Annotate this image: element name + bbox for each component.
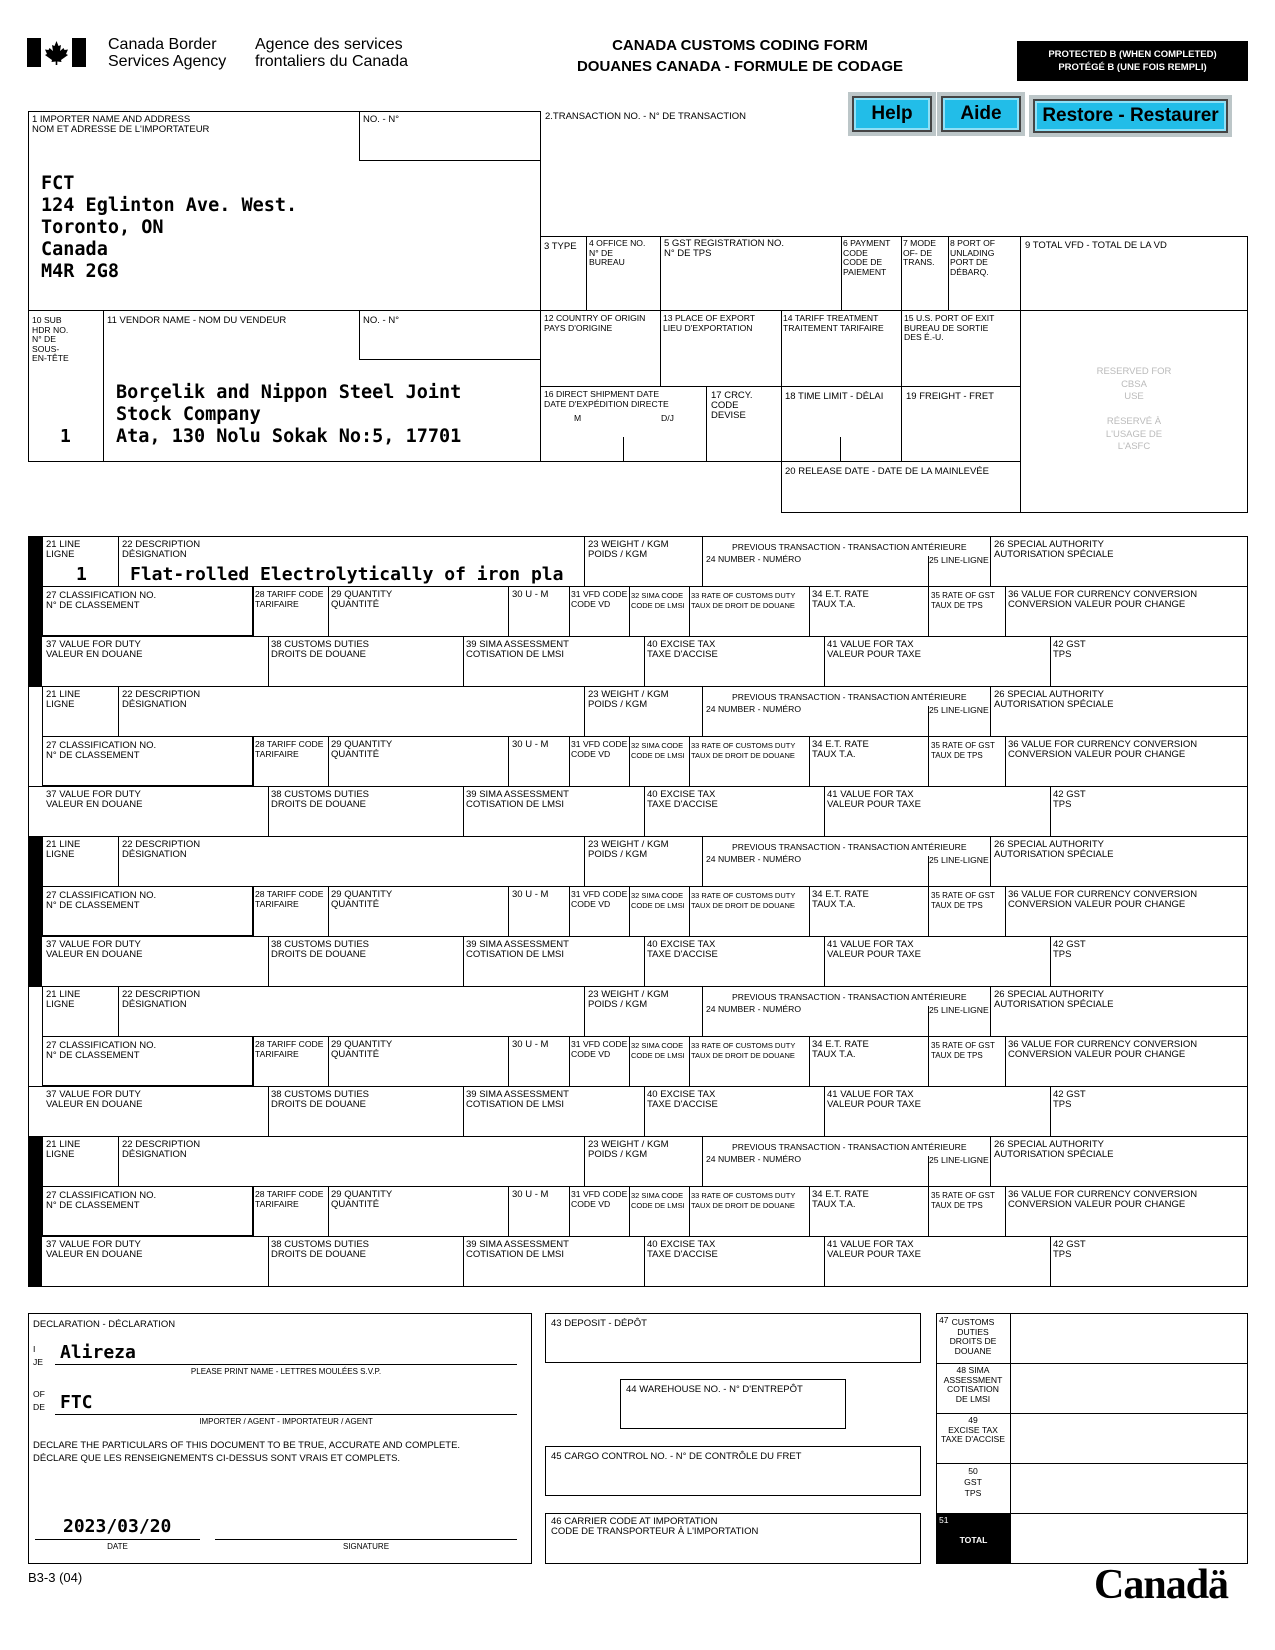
form-title-en: CANADA CUSTOMS CODING FORM bbox=[612, 37, 868, 54]
value-for-tax-label: 41 VALUE FOR TAX VALEUR POUR TAXE bbox=[827, 639, 921, 660]
vfd-code-label: 31 VFD CODE CODE VD bbox=[571, 589, 628, 609]
sima-assessment-label: 39 SIMA ASSESSMENT COTISATION DE LMSI bbox=[466, 1239, 569, 1260]
carrier-code-label: 46 CARRIER CODE AT IMPORTATION CODE DE TRANSPORTEUR À L'IMPORTATION bbox=[551, 1516, 759, 1537]
um-label: 30 U - M bbox=[512, 1039, 549, 1050]
excise-tax-label: 40 EXCISE TAX TAXE D'ACCISE bbox=[647, 939, 718, 960]
agency-name-fr: Agence des services frontaliers du Canada bbox=[255, 36, 408, 70]
value-for-duty-label: 37 VALUE FOR DUTY VALEUR EN DOUANE bbox=[46, 1239, 143, 1260]
previous-transaction-label: PREVIOUS TRANSACTION - TRANSACTION ANTÉRIEURE bbox=[732, 992, 967, 1002]
importer-label: 1 IMPORTER NAME AND ADDRESS NOM ET ADRESSE DE L'IMPORTATEUR bbox=[32, 114, 210, 135]
importer-no-label: NO. - N° bbox=[363, 114, 399, 125]
quantity-label: 29 QUANTITY QUANTITÉ bbox=[331, 1189, 393, 1210]
gst-rate-label: 35 RATE OF GST TAUX DE TPS bbox=[931, 1191, 995, 1210]
classification-label: 27 CLASSIFICATION NO. N° DE CLASSEMENT bbox=[46, 740, 157, 761]
special-authority-label: 26 SPECIAL AUTHORITY AUTORISATION SPÉCIALE bbox=[994, 839, 1114, 860]
weight-label: 23 WEIGHT / KGM POIDS / KGM bbox=[588, 689, 669, 710]
description-field[interactable]: Flat-rolled Electrolytically of iron pla bbox=[130, 564, 564, 585]
description-label: 22 DESCRIPTION DÉSIGNATION bbox=[122, 839, 201, 860]
release-date-label: 20 RELEASE DATE - DATE DE LA MAINLEVÉE bbox=[785, 466, 989, 477]
line-label: 21 LINE LIGNE bbox=[46, 539, 81, 560]
vfd-code-label: 31 VFD CODE CODE VD bbox=[571, 1189, 628, 1209]
mode-trans-label: 7 MODE OF- DE TRANS. bbox=[903, 238, 936, 267]
customs-duties-label: 38 CUSTOMS DUTIES DROITS DE DOUANE bbox=[271, 639, 370, 660]
excise-tax-label: 40 EXCISE TAX TAXE D'ACCISE bbox=[647, 1239, 718, 1260]
signature-caption: SIGNATURE bbox=[342, 1542, 390, 1551]
customs-duties-label: 38 CUSTOMS DUTIES DROITS DE DOUANE bbox=[271, 789, 370, 810]
tariff-code-label: 28 TARIFF CODE TARIFAIRE bbox=[255, 1189, 324, 1209]
sima-assessment-label: 39 SIMA ASSESSMENT COTISATION DE LMSI bbox=[466, 939, 569, 960]
importer-agent-caption: IMPORTER / AGENT - IMPORTATEUR / AGENT bbox=[199, 1417, 373, 1426]
importer-address-field[interactable]: FCT 124 Eglinton Ave. West. Toronto, ON Canada M4R 2G8 bbox=[41, 173, 298, 282]
protected-badge: PROTECTED B (WHEN COMPLETED) PROTÉGÉ B (UNE FOIS REMPLI) bbox=[1017, 41, 1248, 81]
of-de-label: OF DE bbox=[33, 1389, 45, 1412]
customs-duties-total-label: CUSTOMS DUTIES DROITS DE DOUANE bbox=[949, 1317, 997, 1356]
classification-label: 27 CLASSIFICATION NO. N° DE CLASSEMENT bbox=[46, 590, 157, 611]
prev-number-label: 24 NUMBER - NUMÉRO bbox=[706, 1004, 802, 1014]
customs-duty-rate-label: 33 RATE OF CUSTOMS DUTY TAUX DE DROIT DE DOUANE bbox=[691, 741, 796, 760]
help-button[interactable]: Help bbox=[852, 96, 932, 132]
total-number: 51 bbox=[939, 1515, 949, 1525]
value-for-tax-label: 41 VALUE FOR TAX VALEUR POUR TAXE bbox=[827, 789, 921, 810]
et-rate-label: 34 E.T. RATE TAUX T.A. bbox=[812, 739, 869, 760]
prev-line-label: 25 LINE-LIGNE bbox=[929, 855, 989, 865]
line-number-field[interactable]: 1 bbox=[76, 564, 87, 585]
prev-number-label: 24 NUMBER - NUMÉRO bbox=[706, 1154, 802, 1164]
time-limit-label: 18 TIME LIMIT - DÉLAI bbox=[785, 391, 884, 402]
sima-assessment-label: 39 SIMA ASSESSMENT COTISATION DE LMSI bbox=[466, 1089, 569, 1110]
currency-conversion-label: 36 VALUE FOR CURRENCY CONVERSION CONVERSION VALEUR POUR CHANGE bbox=[1008, 889, 1198, 910]
gst-label: 42 GST TPS bbox=[1053, 789, 1086, 810]
currency-conversion-label: 36 VALUE FOR CURRENCY CONVERSION CONVERSION VALEUR POUR CHANGE bbox=[1008, 589, 1198, 610]
special-authority-label: 26 SPECIAL AUTHORITY AUTORISATION SPÉCIALE bbox=[994, 989, 1114, 1010]
currency-code-label: 17 CRCY. CODE DEVISE bbox=[711, 390, 753, 421]
us-port-exit-label: 15 U.S. PORT OF EXIT BUREAU DE SORTIE DES É.-U. bbox=[904, 313, 995, 342]
weight-label: 23 WEIGHT / KGM POIDS / KGM bbox=[588, 539, 669, 560]
tariff-code-label: 28 TARIFF CODE TARIFAIRE bbox=[255, 1039, 324, 1059]
classification-label: 27 CLASSIFICATION NO. N° DE CLASSEMENT bbox=[46, 1040, 157, 1061]
day-label: D/J bbox=[661, 413, 674, 423]
gst-label: 42 GST TPS bbox=[1053, 639, 1086, 660]
payment-code-label: 6 PAYMENT CODE CODE DE PAIEMENT bbox=[843, 238, 891, 277]
restore-button[interactable]: Restore - Restaurer bbox=[1033, 99, 1228, 133]
canada-wordmark: Canadä bbox=[1094, 1562, 1229, 1608]
quantity-label: 29 QUANTITY QUANTITÉ bbox=[331, 889, 393, 910]
description-label: 22 DESCRIPTION DÉSIGNATION bbox=[122, 689, 201, 710]
value-for-tax-label: 41 VALUE FOR TAX VALEUR POUR TAXE bbox=[827, 939, 921, 960]
gst-label: 42 GST TPS bbox=[1053, 939, 1086, 960]
print-name-caption: PLEASE PRINT NAME - LETTRES MOULÉES S.V.P. bbox=[190, 1367, 382, 1376]
deposit-label: 43 DEPOSIT - DÉPÔT bbox=[551, 1318, 647, 1329]
gst-rate-label: 35 RATE OF GST TAUX DE TPS bbox=[931, 1041, 995, 1060]
previous-transaction-label: PREVIOUS TRANSACTION - TRANSACTION ANTÉRIEURE bbox=[732, 542, 967, 552]
line-label: 21 LINE LIGNE bbox=[46, 989, 81, 1010]
excise-tax-label: 40 EXCISE TAX TAXE D'ACCISE bbox=[647, 789, 718, 810]
form-title-fr: DOUANES CANADA - FORMULE DE CODAGE bbox=[576, 58, 904, 75]
excise-tax-label: 40 EXCISE TAX TAXE D'ACCISE bbox=[647, 1089, 718, 1110]
tariff-code-label: 28 TARIFF CODE TARIFAIRE bbox=[255, 589, 324, 609]
value-for-duty-label: 37 VALUE FOR DUTY VALEUR EN DOUANE bbox=[46, 939, 143, 960]
excise-tax-label: 40 EXCISE TAX TAXE D'ACCISE bbox=[647, 639, 718, 660]
customs-duty-rate-label: 33 RATE OF CUSTOMS DUTY TAUX DE DROIT DE DOUANE bbox=[691, 591, 796, 610]
sima-code-label: 32 SIMA CODE CODE DE LMSI bbox=[631, 891, 685, 910]
prev-line-label: 25 LINE-LIGNE bbox=[929, 555, 989, 565]
tariff-treatment-label: 14 TARIFF TREATMENT TRAITEMENT TARIFAIRE bbox=[783, 313, 884, 333]
previous-transaction-label: PREVIOUS TRANSACTION - TRANSACTION ANTÉRIEURE bbox=[732, 1142, 967, 1152]
currency-conversion-label: 36 VALUE FOR CURRENCY CONVERSION CONVERSION VALEUR POUR CHANGE bbox=[1008, 1189, 1198, 1210]
prev-line-label: 25 LINE-LIGNE bbox=[929, 705, 989, 715]
place-export-label: 13 PLACE OF EXPORT LIEU D'EXPORTATION bbox=[663, 313, 756, 333]
sima-code-label: 32 SIMA CODE CODE DE LMSI bbox=[631, 1041, 685, 1060]
weight-label: 23 WEIGHT / KGM POIDS / KGM bbox=[588, 1139, 669, 1160]
et-rate-label: 34 E.T. RATE TAUX T.A. bbox=[812, 1189, 869, 1210]
gst-total-label: 50 GST TPS bbox=[964, 1466, 982, 1498]
special-authority-label: 26 SPECIAL AUTHORITY AUTORISATION SPÉCIALE bbox=[994, 689, 1114, 710]
office-no-label: 4 OFFICE NO. N° DE BUREAU bbox=[589, 238, 646, 267]
transaction-no-label: 2.TRANSACTION NO. - N° DE TRANSACTION bbox=[545, 111, 747, 122]
excise-total-label: 49 EXCISE TAX TAXE D'ACCISE bbox=[940, 1415, 1006, 1444]
sub-hdr-label: 10 SUB HDR NO. N° DE SOUS- EN-TÊTE bbox=[32, 315, 69, 363]
sima-code-label: 32 SIMA CODE CODE DE LMSI bbox=[631, 741, 685, 760]
prev-number-label: 24 NUMBER - NUMÉRO bbox=[706, 554, 802, 564]
prev-line-label: 25 LINE-LIGNE bbox=[929, 1155, 989, 1165]
line-label: 21 LINE LIGNE bbox=[46, 839, 81, 860]
i-je-label: I JE bbox=[33, 1344, 44, 1367]
reserved-cbsa-text: RESERVED FOR CBSA USE RÉSERVÉ À L'USAGE DE L'ASFC bbox=[1096, 366, 1172, 452]
sima-assessment-label: 39 SIMA ASSESSMENT COTISATION DE LMSI bbox=[466, 639, 569, 660]
declaration-statement: DECLARE THE PARTICULARS OF THIS DOCUMENT TO BE TRUE, ACCURATE AND COMPLETE. DÉCLARE QUE LES RENSEIGNEMENTS CI-DESSUS SONT VRAIS ET COMPLETS. bbox=[33, 1440, 461, 1464]
quantity-label: 29 QUANTITY QUANTITÉ bbox=[331, 1039, 393, 1060]
direct-shipment-label: 16 DIRECT SHIPMENT DATE DATE D'EXPÉDITION DIRECTE bbox=[544, 389, 669, 409]
gst-label: 42 GST TPS bbox=[1053, 1089, 1086, 1110]
aide-button[interactable]: Aide bbox=[941, 96, 1021, 132]
currency-conversion-label: 36 VALUE FOR CURRENCY CONVERSION CONVERSION VALEUR POUR CHANGE bbox=[1008, 739, 1198, 760]
tariff-code-label: 28 TARIFF CODE TARIFAIRE bbox=[255, 889, 324, 909]
currency-conversion-label: 36 VALUE FOR CURRENCY CONVERSION CONVERSION VALEUR POUR CHANGE bbox=[1008, 1039, 1198, 1060]
total-label: TOTAL bbox=[959, 1535, 988, 1545]
weight-label: 23 WEIGHT / KGM POIDS / KGM bbox=[588, 989, 669, 1010]
date-caption: DATE bbox=[107, 1542, 128, 1551]
port-unlading-label: 8 PORT OF UNLADING PORT DE DÉBARQ. bbox=[950, 238, 996, 277]
value-for-duty-label: 37 VALUE FOR DUTY VALEUR EN DOUANE bbox=[46, 1089, 143, 1110]
gst-rate-label: 35 RATE OF GST TAUX DE TPS bbox=[931, 591, 995, 610]
classification-label: 27 CLASSIFICATION NO. N° DE CLASSEMENT bbox=[46, 890, 157, 911]
value-for-tax-label: 41 VALUE FOR TAX VALEUR POUR TAXE bbox=[827, 1089, 921, 1110]
special-authority-label: 26 SPECIAL AUTHORITY AUTORISATION SPÉCIALE bbox=[994, 539, 1114, 560]
declarant-name-field[interactable]: Alireza bbox=[60, 1342, 136, 1363]
date-field[interactable]: 2023/03/20 bbox=[63, 1516, 172, 1537]
agency-name-en: Canada Border Services Agency bbox=[108, 36, 227, 70]
sima-assessment-label: 39 SIMA ASSESSMENT COTISATION DE LMSI bbox=[466, 789, 569, 810]
customs-duties-total-number: 47 bbox=[939, 1315, 949, 1325]
month-label: M bbox=[574, 413, 582, 423]
line-label: 21 LINE LIGNE bbox=[46, 1139, 81, 1160]
customs-duties-label: 38 CUSTOMS DUTIES DROITS DE DOUANE bbox=[271, 1239, 370, 1260]
um-label: 30 U - M bbox=[512, 1189, 549, 1200]
special-authority-label: 26 SPECIAL AUTHORITY AUTORISATION SPÉCIALE bbox=[994, 1139, 1114, 1160]
tariff-code-label: 28 TARIFF CODE TARIFAIRE bbox=[255, 739, 324, 759]
quantity-label: 29 QUANTITY QUANTITÉ bbox=[331, 739, 393, 760]
vfd-code-label: 31 VFD CODE CODE VD bbox=[571, 739, 628, 759]
et-rate-label: 34 E.T. RATE TAUX T.A. bbox=[812, 889, 869, 910]
customs-duties-label: 38 CUSTOMS DUTIES DROITS DE DOUANE bbox=[271, 939, 370, 960]
value-for-duty-label: 37 VALUE FOR DUTY VALEUR EN DOUANE bbox=[46, 639, 143, 660]
gst-rate-label: 35 RATE OF GST TAUX DE TPS bbox=[931, 891, 995, 910]
cargo-control-label: 45 CARGO CONTROL NO. - N° DE CONTRÔLE DU FRET bbox=[551, 1451, 802, 1462]
sima-total-label: 48 SIMA ASSESSMENT COTISATION DE LMSI bbox=[943, 1365, 1003, 1404]
previous-transaction-label: PREVIOUS TRANSACTION - TRANSACTION ANTÉRIEURE bbox=[732, 692, 967, 702]
prev-number-label: 24 NUMBER - NUMÉRO bbox=[706, 704, 802, 714]
company-field[interactable]: FTC bbox=[60, 1392, 93, 1413]
description-label: 22 DESCRIPTION DÉSIGNATION bbox=[122, 539, 201, 560]
country-origin-label: 12 COUNTRY OF ORIGIN PAYS D'ORIGINE bbox=[544, 313, 646, 333]
customs-duty-rate-label: 33 RATE OF CUSTOMS DUTY TAUX DE DROIT DE DOUANE bbox=[691, 1041, 796, 1060]
vendor-no-label: NO. - N° bbox=[363, 315, 399, 326]
prev-number-label: 24 NUMBER - NUMÉRO bbox=[706, 854, 802, 864]
type-label: 3 TYPE bbox=[544, 241, 577, 252]
customs-duty-rate-label: 33 RATE OF CUSTOMS DUTY TAUX DE DROIT DE DOUANE bbox=[691, 1191, 796, 1210]
warehouse-label: 44 WAREHOUSE NO. - N° D'ENTREPÔT bbox=[626, 1384, 803, 1395]
description-label: 22 DESCRIPTION DÉSIGNATION bbox=[122, 989, 201, 1010]
um-label: 30 U - M bbox=[512, 889, 549, 900]
gst-reg-label: 5 GST REGISTRATION NO. N° DE TPS bbox=[664, 238, 784, 259]
line-label: 21 LINE LIGNE bbox=[46, 689, 81, 710]
total-vfd-label: 9 TOTAL VFD - TOTAL DE LA VD bbox=[1025, 240, 1167, 251]
um-label: 30 U - M bbox=[512, 739, 549, 750]
vendor-name-label: 11 VENDOR NAME - NOM DU VENDEUR bbox=[107, 315, 287, 326]
quantity-label: 29 QUANTITY QUANTITÉ bbox=[331, 589, 393, 610]
um-label: 30 U - M bbox=[512, 589, 549, 600]
et-rate-label: 34 E.T. RATE TAUX T.A. bbox=[812, 589, 869, 610]
previous-transaction-label: PREVIOUS TRANSACTION - TRANSACTION ANTÉRIEURE bbox=[732, 842, 967, 852]
value-for-tax-label: 41 VALUE FOR TAX VALEUR POUR TAXE bbox=[827, 1239, 921, 1260]
description-label: 22 DESCRIPTION DÉSIGNATION bbox=[122, 1139, 201, 1160]
weight-label: 23 WEIGHT / KGM POIDS / KGM bbox=[588, 839, 669, 860]
prev-line-label: 25 LINE-LIGNE bbox=[929, 1005, 989, 1015]
sima-code-label: 32 SIMA CODE CODE DE LMSI bbox=[631, 1191, 685, 1210]
value-for-duty-label: 37 VALUE FOR DUTY VALEUR EN DOUANE bbox=[46, 789, 143, 810]
gst-rate-label: 35 RATE OF GST TAUX DE TPS bbox=[931, 741, 995, 760]
sub-hdr-field[interactable]: 1 bbox=[60, 426, 71, 447]
vfd-code-label: 31 VFD CODE CODE VD bbox=[571, 1039, 628, 1059]
canada-flag-icon bbox=[27, 38, 86, 67]
sima-code-label: 32 SIMA CODE CODE DE LMSI bbox=[631, 591, 685, 610]
form-number: B3-3 (04) bbox=[28, 1570, 83, 1585]
customs-duty-rate-label: 33 RATE OF CUSTOMS DUTY TAUX DE DROIT DE DOUANE bbox=[691, 891, 796, 910]
gst-label: 42 GST TPS bbox=[1053, 1239, 1086, 1260]
vendor-name-field[interactable]: Borçelik and Nippon Steel Joint Stock Company Ata, 130 Nolu Sokak No:5, 17701 bbox=[116, 382, 462, 447]
freight-label: 19 FREIGHT - FRET bbox=[906, 391, 994, 402]
customs-duties-label: 38 CUSTOMS DUTIES DROITS DE DOUANE bbox=[271, 1089, 370, 1110]
et-rate-label: 34 E.T. RATE TAUX T.A. bbox=[812, 1039, 869, 1060]
vfd-code-label: 31 VFD CODE CODE VD bbox=[571, 889, 628, 909]
declaration-title: DECLARATION - DÉCLARATION bbox=[33, 1319, 176, 1330]
classification-label: 27 CLASSIFICATION NO. N° DE CLASSEMENT bbox=[46, 1190, 157, 1211]
